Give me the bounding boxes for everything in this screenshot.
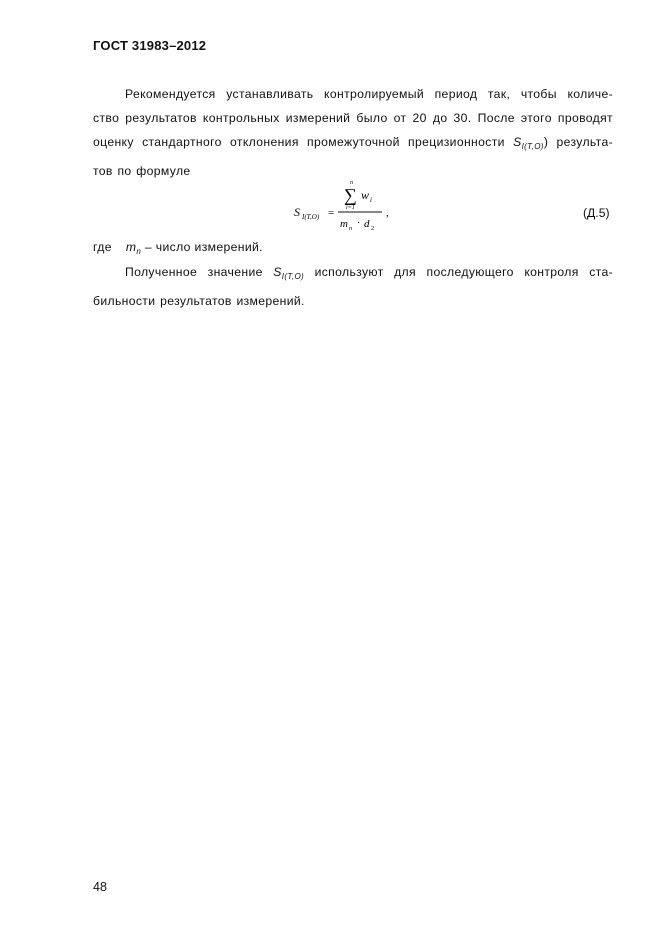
formula-numerator-var: w (361, 188, 370, 202)
formula-equals: = (328, 207, 335, 219)
paragraph-line: ство результатов контрольных измерений было от 20 до 30. После этого проводят (93, 111, 613, 125)
symbol-s: S (273, 265, 282, 279)
sum-sign-icon: ∑ (344, 185, 357, 205)
formula-sum-upper: n (350, 180, 353, 186)
where-variable-subscript: n (136, 247, 142, 256)
formula-denominator-m: m (340, 218, 348, 230)
where-label: где (93, 240, 112, 254)
formula-comma: , (386, 207, 389, 219)
symbol-subscript: I(T,O) (281, 272, 305, 281)
paragraph-line (93, 260, 613, 289)
formula-lhs-subscript: I(T,O) (302, 213, 320, 221)
text-fragment: используют для последующего контроля ста- (304, 265, 614, 279)
formula-denominator-d: d (364, 218, 370, 230)
paragraph-line (93, 130, 613, 159)
text-fragment: Полученное значение (125, 265, 274, 279)
symbol-s: S (513, 135, 522, 149)
paragraph-line: тов по формуле (93, 164, 191, 178)
where-clause (93, 240, 263, 256)
formula-denominator-m-subscript: n (349, 226, 352, 232)
document-header: ГОСТ 31983–2012 (93, 38, 207, 53)
text-fragment: оценку стандартного отклонения промежуточной прецизионности (93, 135, 514, 149)
paragraph-line: Рекомендуется устанавливать контролируемый период так, чтобы количе- (125, 87, 613, 101)
paragraph-recommendation (93, 82, 613, 183)
where-description: – число измерений. (141, 240, 263, 254)
formula-dot: · (357, 218, 361, 229)
formula-sum-lower: i=1 (346, 205, 355, 211)
equation-number: (Д.5) (583, 206, 610, 220)
formula-numerator-subscript: i (370, 196, 372, 204)
formula-d5 (290, 176, 400, 236)
text-fragment: ) результа- (543, 135, 614, 149)
paragraph-usage (93, 260, 613, 313)
paragraph-line: бильности результатов измерений. (93, 294, 305, 308)
where-variable: m (125, 240, 137, 254)
page-number: 48 (93, 880, 107, 894)
formula-denominator-d-subscript: 2 (371, 226, 374, 232)
symbol-subscript: I(T,O) (521, 142, 544, 151)
formula-lhs-symbol: S (294, 205, 300, 219)
